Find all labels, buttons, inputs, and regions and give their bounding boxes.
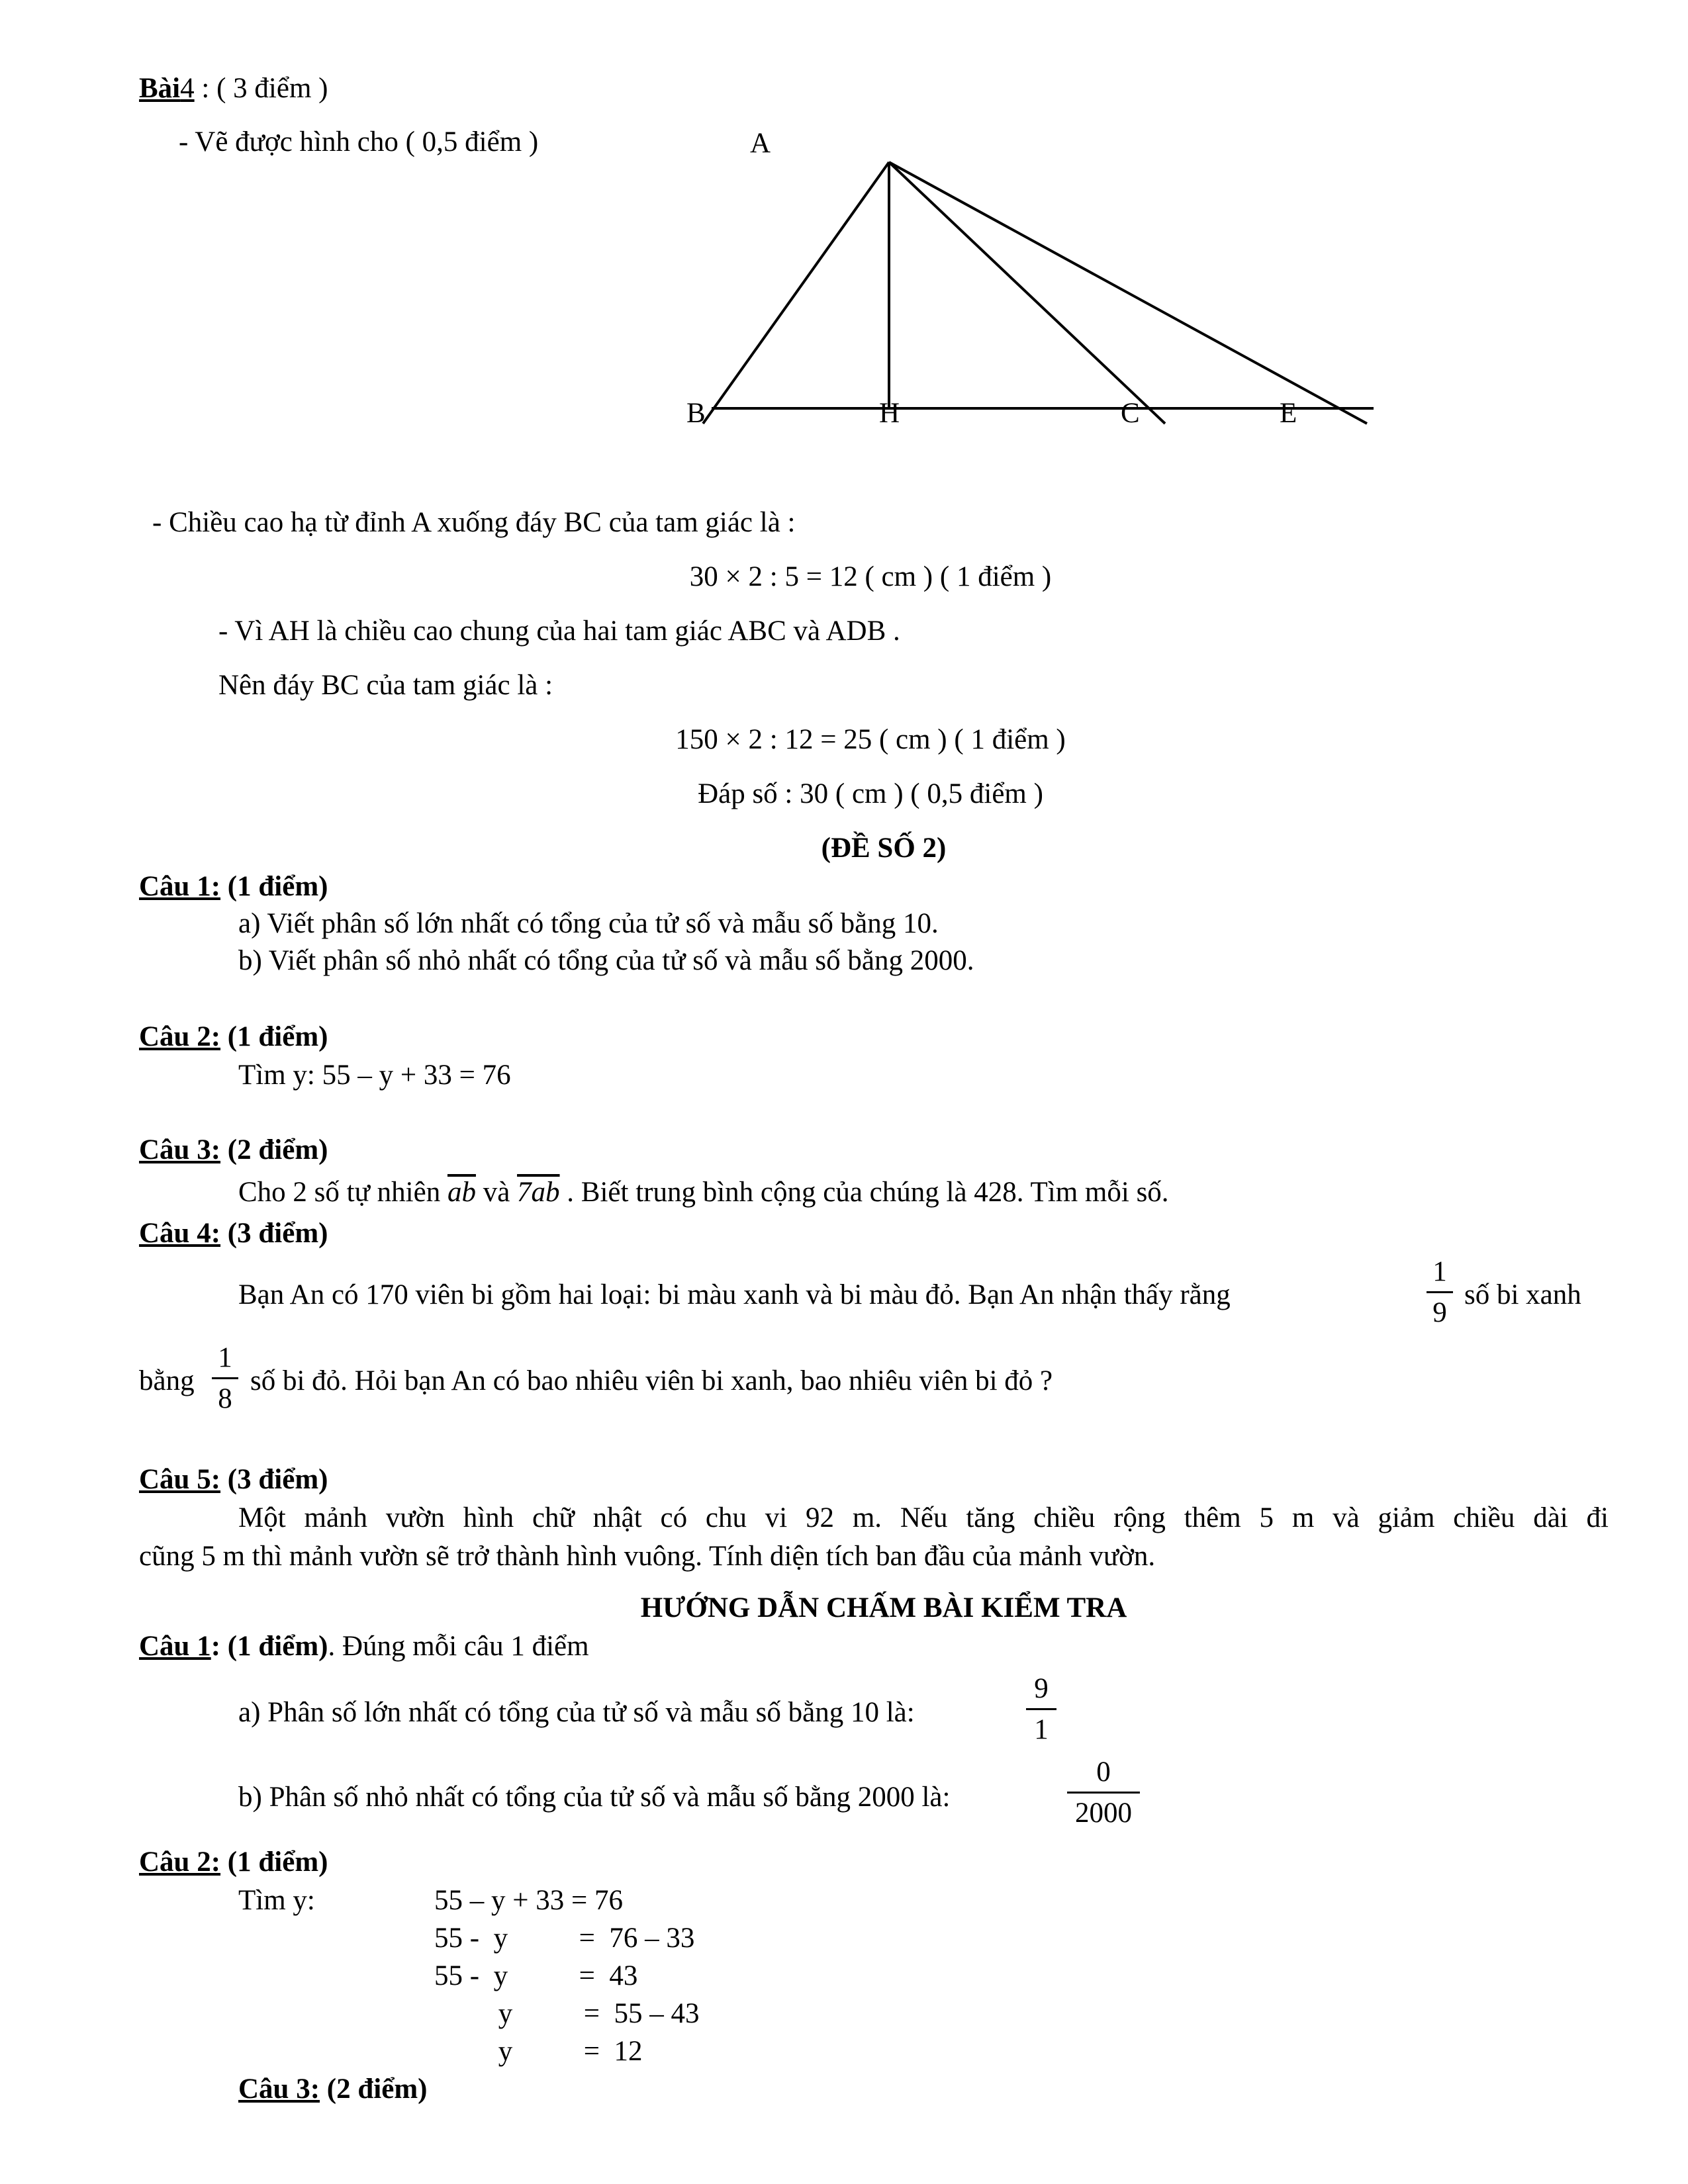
solution-step: y = 55 – 43 bbox=[434, 1998, 700, 2029]
bai4-label: Bài bbox=[139, 73, 181, 104]
hd-cau2-tim-y: Tìm y: bbox=[238, 1885, 315, 1916]
hd-cau1-b: b) Phân số nhỏ nhất có tổng của tử số và mẫu số bằng 2000 là: bbox=[238, 1782, 951, 1813]
fraction-bar bbox=[212, 1377, 238, 1379]
cau5-line1: Một mảnh vườn hình chữ nhật có chu vi 92 m. Nếu tăng chiều rộng thêm 5 m và giảm chiều dài đi bbox=[238, 1502, 1609, 1533]
fraction-denominator: 9 bbox=[1432, 1297, 1447, 1328]
cau3-points: (2 điểm) bbox=[220, 1134, 328, 1165]
fraction-numerator: 9 bbox=[1034, 1673, 1049, 1704]
cau1-a: a) Viết phân số lớn nhất có tổng của tử số và mẫu số bằng 10. bbox=[238, 908, 939, 939]
cau5-label: Câu 5: bbox=[139, 1464, 221, 1495]
cau5-line2: cũng 5 m thì mảnh vườn sẽ trở thành hình vuông. Tính diện tích ban đầu của mảnh vườn. bbox=[139, 1541, 1156, 1572]
cau3-number-7ab: 7ab bbox=[517, 1177, 560, 1208]
de-so-2-title: (ĐỀ SỐ 2) bbox=[821, 833, 947, 864]
solution-step: 55 - y = 76 – 33 bbox=[434, 1923, 695, 1954]
hd-cau1-points: (1 điểm) bbox=[220, 1631, 328, 1662]
cau4-line2-start: bằng bbox=[139, 1365, 195, 1396]
label-b: B bbox=[686, 398, 706, 429]
fraction-denominator: 1 bbox=[1034, 1714, 1049, 1745]
cau1-b: b) Viết phân số nhỏ nhất có tổng của tử số và mẫu số bằng 2000. bbox=[238, 945, 974, 976]
huong-dan-title: HƯỚNG DẪN CHẤM BÀI KIỂM TRA bbox=[640, 1592, 1127, 1623]
height-line: - Chiều cao hạ từ đỉnh A xuống đáy BC của tam giác là : bbox=[152, 507, 796, 538]
fraction-denominator: 8 bbox=[218, 1383, 232, 1414]
fraction-numerator: 1 bbox=[1432, 1256, 1447, 1287]
hd-cau1-a: a) Phân số lớn nhất có tổng của tử số và mẫu số bằng 10 là: bbox=[238, 1697, 915, 1728]
cau3-heading bbox=[139, 1136, 328, 1164]
cau2-text: Tìm y: 55 – y + 33 = 76 bbox=[238, 1060, 511, 1091]
solution-step: y = 12 bbox=[434, 2036, 643, 2067]
hd-cau1-note: . Đúng mỗi câu 1 điểm bbox=[328, 1631, 589, 1662]
base-line: Nên đáy BC của tam giác là : bbox=[218, 670, 553, 701]
draw-figure-line: - Vẽ được hình cho ( 0,5 điểm ) bbox=[179, 126, 539, 158]
cau4-points: (3 điểm) bbox=[220, 1218, 328, 1249]
cau1-label: Câu 1: bbox=[139, 871, 221, 902]
cau4-line2-end: số bi đỏ. Hỏi bạn An có bao nhiêu viên bi xanh, bao nhiêu viên bi đỏ ? bbox=[250, 1365, 1053, 1396]
hd-cau3-heading bbox=[238, 2075, 427, 2103]
base-calc: 150 × 2 : 12 = 25 ( cm ) ( 1 điểm ) bbox=[675, 724, 1066, 755]
height-calc: 30 × 2 : 5 = 12 ( cm ) ( 1 điểm ) bbox=[689, 561, 1052, 592]
fraction-bar bbox=[1067, 1792, 1140, 1794]
fraction-one-ninth bbox=[1427, 1257, 1453, 1327]
hd-cau3-label: Câu 3: bbox=[238, 2073, 320, 2105]
fraction-numerator: 1 bbox=[218, 1342, 232, 1373]
line-ac bbox=[889, 162, 1165, 424]
fraction-denominator: 2000 bbox=[1075, 1797, 1132, 1829]
cau4-line1: Bạn An có 170 viên bi gồm hai loại: bi màu xanh và bi màu đỏ. Bạn An nhận thấy rằng bbox=[238, 1279, 1231, 1310]
cau3-number-ab: $\overline{ab}$ bbox=[447, 1177, 476, 1208]
fraction-nine-over-one bbox=[1026, 1674, 1056, 1744]
bai4-points: : ( 3 điểm ) bbox=[194, 73, 328, 104]
hd-cau2-heading bbox=[139, 1848, 328, 1876]
cau4-label: Câu 4: bbox=[139, 1218, 221, 1249]
hd-cau1-colon: : bbox=[211, 1631, 221, 1662]
cau3-text bbox=[238, 1178, 1169, 1206]
cau4-line1-end: số bi xanh bbox=[1464, 1279, 1581, 1310]
hd-cau1-label: Câu 1 bbox=[139, 1631, 211, 1662]
cau5-heading bbox=[139, 1465, 328, 1494]
cau2-points: (1 điểm) bbox=[220, 1021, 328, 1052]
cau5-points: (3 điểm) bbox=[220, 1464, 328, 1495]
cau1-points: (1 điểm) bbox=[220, 871, 328, 902]
label-e: E bbox=[1280, 398, 1297, 429]
hd-cau2-label: Câu 2: bbox=[139, 1846, 221, 1878]
cau3-post: . Biết trung bình cộng của chúng là 428. Tìm mỗi số. bbox=[559, 1177, 1169, 1208]
fraction-one-eighth bbox=[212, 1343, 238, 1413]
hd-cau2-points: (1 điểm) bbox=[220, 1846, 328, 1878]
cau3-label: Câu 3: bbox=[139, 1134, 221, 1165]
solution-step: 55 – y + 33 = 76 bbox=[434, 1885, 624, 1916]
fraction-zero-over-2000 bbox=[1067, 1758, 1140, 1827]
fraction-bar bbox=[1026, 1708, 1056, 1710]
label-a: A bbox=[750, 128, 771, 159]
cau4-heading bbox=[139, 1219, 328, 1248]
hd-cau3-points: (2 điểm) bbox=[320, 2073, 428, 2105]
label-c: C bbox=[1121, 398, 1140, 429]
solution-step: 55 - y = 43 bbox=[434, 1960, 638, 1991]
fraction-bar bbox=[1427, 1291, 1453, 1293]
fraction-numerator: 0 bbox=[1096, 1756, 1111, 1788]
cau3-pre: Cho 2 số tự nhiên bbox=[238, 1177, 447, 1208]
bai4-number: 4 bbox=[180, 73, 195, 104]
cau3-mid: và bbox=[475, 1177, 518, 1208]
answer-line: Đáp số : 30 ( cm ) ( 0,5 điểm ) bbox=[698, 778, 1043, 809]
cau2-heading bbox=[139, 1023, 328, 1051]
cau2-label: Câu 2: bbox=[139, 1021, 221, 1052]
line-ab bbox=[703, 162, 889, 424]
common-height-line: - Vì AH là chiều cao chung của hai tam giác ABC và ADB . bbox=[218, 615, 900, 647]
cau1-heading bbox=[139, 872, 328, 901]
line-ae bbox=[889, 162, 1367, 424]
hd-cau1-heading bbox=[139, 1632, 589, 1661]
triangle-figure bbox=[0, 0, 1688, 463]
label-h: H bbox=[879, 398, 900, 429]
